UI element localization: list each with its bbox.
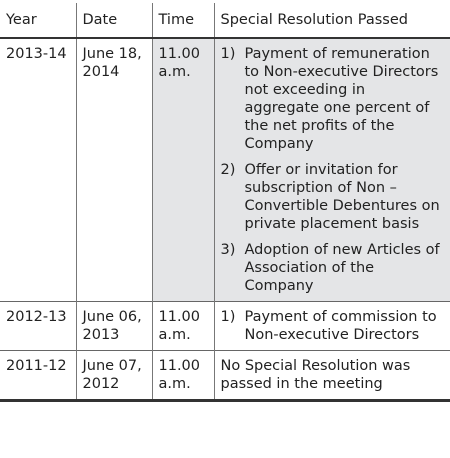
cell-date: June 18, 2014 xyxy=(76,38,152,302)
resolution-number: 1) xyxy=(220,46,236,62)
header-year: Year xyxy=(6,12,37,28)
resolution-item xyxy=(221,241,445,295)
cell-time: 11.00 a.m. xyxy=(152,38,214,302)
table-header xyxy=(0,3,450,38)
cell-date: June 06, 2013 xyxy=(76,302,152,351)
cell-time: 11.00 a.m. xyxy=(152,351,214,401)
resolution-text: Payment of remuneration to Non-executive Directors not exceeding in aggregate one percent of the net profits of the Company xyxy=(244,46,439,152)
cell-time: 11.00 a.m. xyxy=(152,302,214,351)
cell-year: 2011-12 xyxy=(6,358,67,374)
table-row-2013-14 xyxy=(0,38,450,302)
header-time: Time xyxy=(152,3,214,38)
resolution-number: 2) xyxy=(220,162,236,178)
resolution-text: Adoption of new Articles of Association of the Company xyxy=(244,242,440,294)
resolution-number: 3) xyxy=(220,242,236,258)
header-date: Date xyxy=(76,3,152,38)
header-row xyxy=(0,3,450,38)
resolution-number: 1) xyxy=(220,309,236,325)
resolution-item xyxy=(221,45,445,153)
special-resolutions-table xyxy=(0,3,450,402)
resolution-text: Offer or invitation for subscription of Non – Convertible Debentures on private placement basis xyxy=(244,162,440,232)
table-body xyxy=(0,38,450,401)
resolution-item xyxy=(221,161,445,233)
cell-resolution-note: No Special Resolution was passed in the meeting xyxy=(214,351,450,401)
resolution-text: Payment of commission to Non-executive Directors xyxy=(244,309,437,343)
header-special-resolution: Special Resolution Passed xyxy=(214,3,450,38)
cell-resolutions xyxy=(214,38,450,302)
cell-year: 2012-13 xyxy=(6,309,67,325)
cell-year: 2013-14 xyxy=(6,46,67,62)
cell-resolutions xyxy=(214,302,450,351)
table-row-2011-12 xyxy=(0,351,450,401)
table-row-2012-13 xyxy=(0,302,450,351)
cell-date: June 07, 2012 xyxy=(76,351,152,401)
resolution-item xyxy=(221,308,445,344)
